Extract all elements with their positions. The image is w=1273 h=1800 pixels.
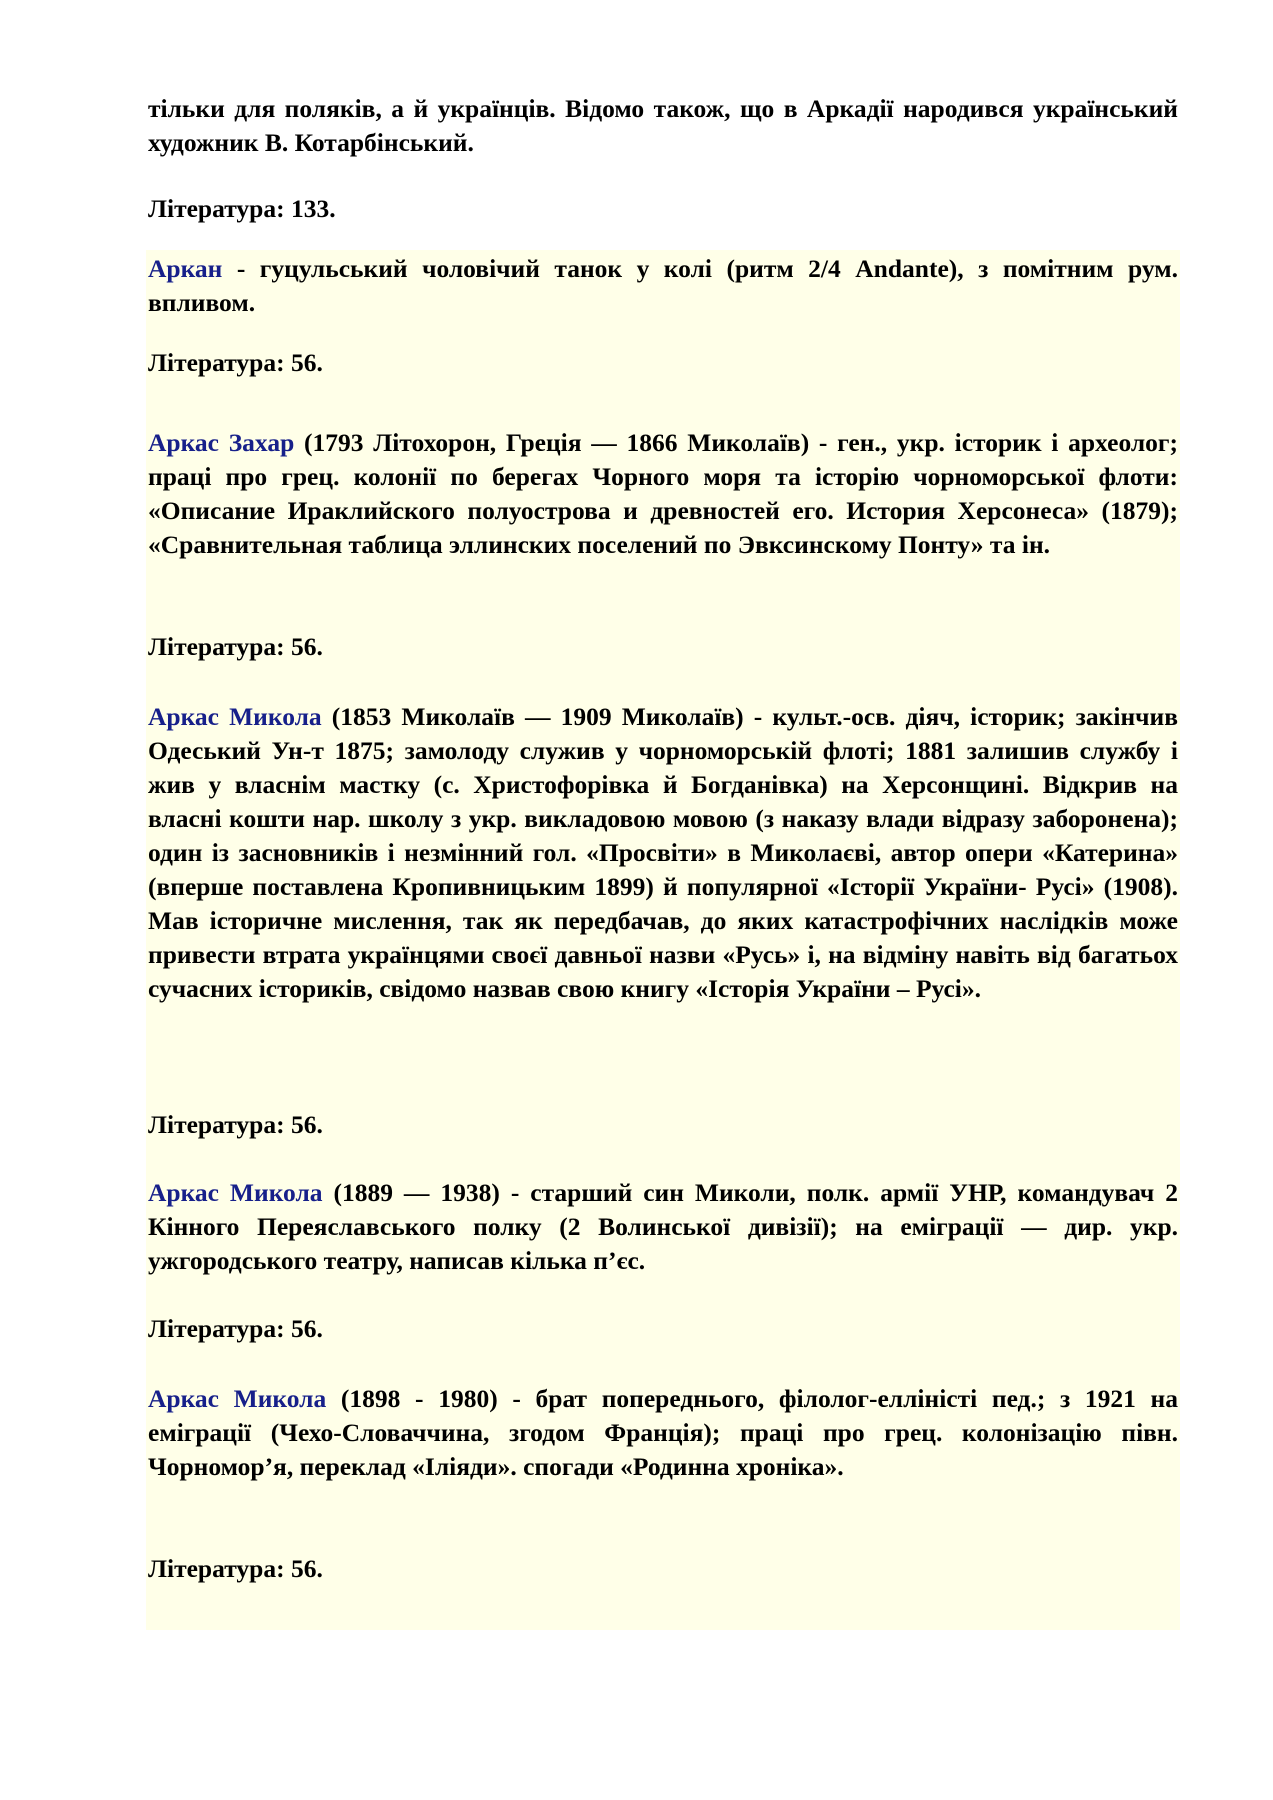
- entry-text: (1853 Миколаїв — 1909 Миколаїв) - культ.-осв. діяч, історик; закінчив Одеський Ун-т 1875; замолоду служив у чорноморській флоті; 1881 залишив службу і жив у власнім мастку (с. Христофорівка й Богданівка) на Херсонщині. Відкрив на власні кошти нар. школу з укр. викладовою мовою (з наказу влади відразу заборонена); один із засновників і незмінний гол. «Просвіти» в Миколаєві, автор опери «Катерина» (вперше поставлена Кропивницьким 1899) й популярної «Історії України- Русі» (1908). Мав історичне мислення, так як передбачав, до яких катастрофічних наслідків може привести втрата українцями своєї давньої назви «Русь» і, на відміну навіть від багатьох сучасних істориків, свідомо назвав свою книгу «Історія України – Русі».: [148, 702, 1178, 1003]
- entry-term: Аркас Микола: [148, 1384, 327, 1413]
- entry-text: (1898 - 1980) - брат попереднього, філолог-елліністі пед.; з 1921 на еміграції (Чехо-Словаччина, згодом Франція); праці про грец. колонізацію півн. Чорномор’я, переклад «Іліяди». спогади «Родинна хроніка».: [148, 1384, 1178, 1481]
- entry-arkas-mykola-1853: [148, 700, 1178, 1006]
- entry-term: Аркан: [148, 254, 223, 283]
- entry-arkas-mykola-1898: [148, 1382, 1178, 1484]
- entry-text: (1793 Літохорон, Греція — 1866 Миколаїв) - ген., укр. історик і археолог; праці про грец. колонії по берегах Чорного моря та історію чорноморської флоти: «Описание Ираклийского полуострова и древностей его. История Херсонеса» (1879); «Сравнительная таблица эллинских поселений по Эвксинскому Понту» та ін.: [148, 428, 1178, 559]
- intro-paragraph: тільки для поляків, а й українців. Відомо також, що в Аркадії народився український художник В. Котарбінський.: [148, 94, 1178, 157]
- entry-term: Аркас Микола: [148, 702, 322, 731]
- entry-arkas-mykola-1889: [148, 1176, 1178, 1278]
- entry-text: - гуцульський чоловічий танок у колі (ритм 2/4 Andante), з помітним рум. впливом.: [148, 254, 1178, 317]
- entry-term: Аркас Микола: [148, 1178, 323, 1207]
- literature-reference: Література: 56.: [148, 1110, 323, 1139]
- literature-reference: Література: 56.: [148, 1314, 323, 1343]
- literature-reference: Література: 133.: [148, 194, 336, 223]
- entry-term: Аркас Захар: [148, 428, 295, 457]
- entry-arkan: [148, 252, 1178, 320]
- entry-arkas-zakhar: [148, 426, 1178, 562]
- literature-reference: Література: 56.: [148, 348, 323, 377]
- literature-reference: Література: 56.: [148, 1554, 323, 1583]
- entry-text: (1889 — 1938) - старший син Миколи, полк. армії УНР, командувач 2 Кінного Переяславського полку (2 Волинської дивізії); на еміграції — дир. укр. ужгородського театру, написав кілька п’єс.: [148, 1178, 1178, 1275]
- literature-reference: Література: 56.: [148, 632, 323, 661]
